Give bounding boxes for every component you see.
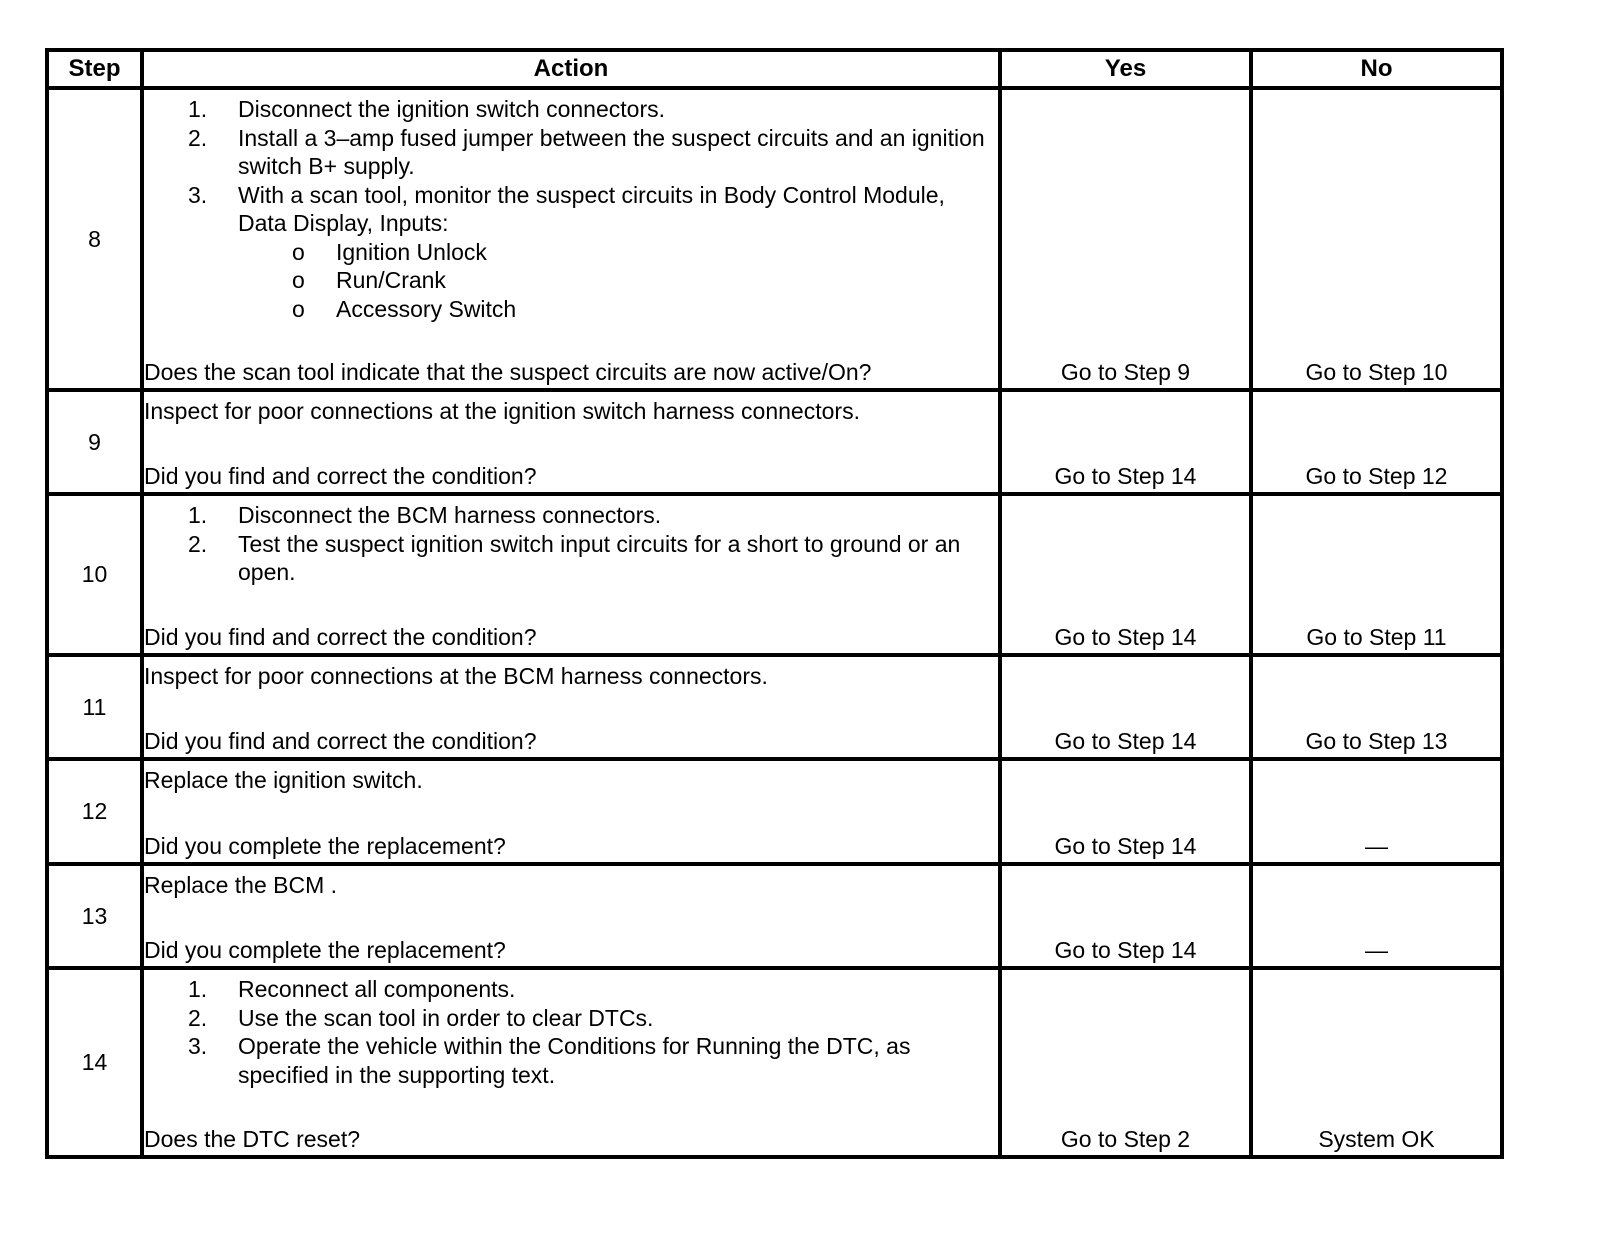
yes-answer: Go to Step 2 [1060, 1125, 1191, 1152]
no-answer: — [1365, 936, 1388, 963]
table-row [47, 655, 1502, 759]
list-item: 1. Disconnect the ignition switch connectors. [188, 96, 665, 122]
procedure-list [144, 95, 998, 323]
action-text: Inspect for poor connections at the ignition switch harness connectors. [144, 398, 860, 424]
bullet-icon: o [292, 295, 305, 322]
no-cell [1251, 864, 1502, 968]
header-yes: Yes [1000, 50, 1251, 88]
step-number: 9 [47, 390, 142, 494]
yes-cell [1000, 864, 1251, 968]
question-text: Did you find and correct the condition? [144, 623, 537, 650]
action-cell [142, 864, 1000, 968]
bullet-icon: o [292, 238, 305, 265]
yes-cell [1000, 494, 1251, 655]
no-answer: Go to Step 11 [1306, 623, 1447, 650]
yes-cell [1000, 655, 1251, 759]
question-text: Did you find and correct the condition? [144, 462, 537, 489]
action-cell [142, 655, 1000, 759]
no-answer: Go to Step 13 [1305, 727, 1448, 754]
table-row [47, 968, 1502, 1157]
no-answer: Go to Step 12 [1305, 462, 1448, 489]
action-cell [142, 494, 1000, 655]
action-cell [142, 759, 1000, 864]
step-number: 13 [47, 864, 142, 968]
header-step: Step [47, 50, 142, 88]
yes-cell [1000, 968, 1251, 1157]
action-text: Replace the BCM . [144, 872, 338, 898]
no-answer: — [1365, 832, 1388, 859]
action-cell [142, 390, 1000, 494]
yes-answer: Go to Step 14 [1054, 623, 1197, 650]
no-cell [1251, 968, 1502, 1157]
no-cell [1251, 390, 1502, 494]
diagnostic-table [45, 48, 1504, 1159]
yes-answer: Go to Step 14 [1054, 936, 1197, 963]
table-row [47, 88, 1502, 390]
header-action: Action [142, 50, 1000, 88]
yes-answer: Go to Step 14 [1054, 832, 1197, 859]
question-text: Did you complete the replacement? [144, 832, 506, 859]
action-cell [142, 88, 1000, 390]
step-number: 14 [47, 968, 142, 1157]
list-item: 3. Operate the vehicle within the Conditions for Running the DTC, as specified in the supporting text. [188, 1033, 911, 1088]
yes-answer: Go to Step 14 [1054, 727, 1197, 754]
yes-answer: Go to Step 14 [1054, 462, 1197, 489]
sub-list-item: o Run/Crank [292, 267, 446, 293]
header-no: No [1251, 50, 1502, 88]
yes-cell [1000, 390, 1251, 494]
sub-list-item: o Ignition Unlock [292, 238, 487, 265]
list-item: 3. With a scan tool, monitor the suspect circuits in Body Control Module, Data Display, Inputs: o Ignition Unlock o Run/Crank o Accessory Switch [144, 181, 998, 324]
procedure-list [144, 501, 998, 587]
list-item: 2. Test the suspect ignition switch input circuits for a short to ground or an open. [188, 530, 961, 585]
table-row [47, 864, 1502, 968]
step-number: 8 [47, 88, 142, 390]
header-row [47, 50, 1502, 88]
table-row [47, 494, 1502, 655]
action-cell [142, 968, 1000, 1157]
yes-cell [1000, 88, 1251, 390]
table-row [47, 759, 1502, 864]
table-row [47, 390, 1502, 494]
sub-list [238, 238, 998, 324]
no-answer: System OK [1318, 1125, 1435, 1152]
action-text: Inspect for poor connections at the BCM harness connectors. [144, 663, 768, 689]
step-number: 11 [47, 655, 142, 759]
question-text: Does the scan tool indicate that the suspect circuits are now active/On? [144, 358, 872, 385]
question-text: Does the DTC reset? [144, 1125, 361, 1152]
action-text: Replace the ignition switch. [144, 767, 423, 793]
list-item: 2. Install a 3–amp fused jumper between the suspect circuits and an ignition switch B+ supply. [188, 124, 985, 179]
no-cell [1251, 88, 1502, 390]
list-item: 2. Use the scan tool in order to clear DTCs. [188, 1004, 654, 1031]
sub-list-item: o Accessory Switch [292, 295, 517, 322]
procedure-list [144, 975, 998, 1089]
no-cell [1251, 759, 1502, 864]
no-cell [1251, 494, 1502, 655]
no-answer: Go to Step 10 [1305, 358, 1448, 385]
bullet-icon: o [292, 267, 305, 293]
step-number: 12 [47, 759, 142, 864]
step-number: 10 [47, 494, 142, 655]
question-text: Did you find and correct the condition? [144, 727, 537, 754]
list-item: 1. Reconnect all components. [188, 976, 516, 1002]
list-item: 1. Disconnect the BCM harness connectors. [188, 502, 662, 528]
question-text: Did you complete the replacement? [144, 936, 506, 963]
no-cell [1251, 655, 1502, 759]
yes-cell [1000, 759, 1251, 864]
yes-answer: Go to Step 9 [1060, 358, 1191, 385]
